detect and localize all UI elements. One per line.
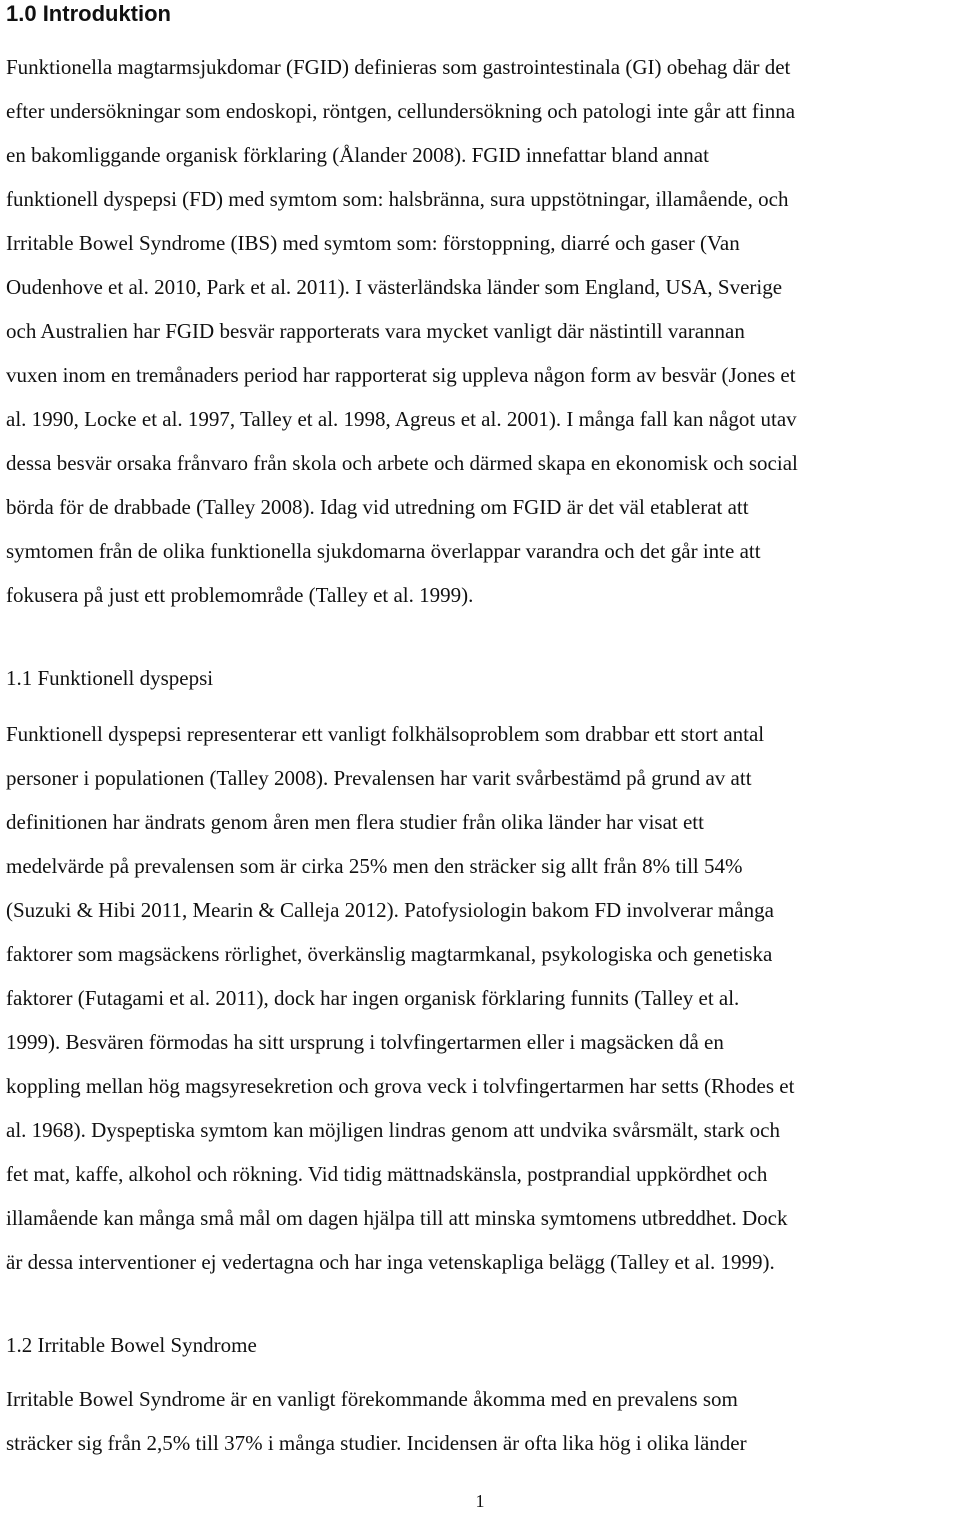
text-line: personer i populationen (Talley 2008). Prevalensen har varit svårbestämd på grund av att xyxy=(6,766,752,790)
text-line: (Suzuki & Hibi 2011, Mearin & Calleja 2012). Patofysiologin bakom FD involverar många xyxy=(6,898,774,922)
text-line: medelvärde på prevalensen som är cirka 25% men den sträcker sig allt från 8% till 54% xyxy=(6,854,743,878)
text-line: funktionell dyspepsi (FD) med symtom som: halsbränna, sura uppstötningar, illamående, och xyxy=(6,187,789,211)
text-line: Funktionella magtarmsjukdomar (FGID) definieras som gastrointestinala (GI) obehag där det xyxy=(6,55,791,79)
text-line: är dessa interventioner ej vedertagna och har inga vetenskapliga belägg (Talley et al. 1999). xyxy=(6,1250,775,1274)
text-line: vuxen inom en tremånaders period har rapporterat sig uppleva någon form av besvär (Jones et xyxy=(6,363,796,387)
text-line: och Australien har FGID besvär rapporterats vara mycket vanligt där nästintill varannan xyxy=(6,319,745,343)
text-line: illamående kan många små mål om dagen hjälpa till att minska symtomens utbreddhet. Dock xyxy=(6,1206,788,1230)
text-line: Oudenhove et al. 2010, Park et al. 2011). I västerländska länder som England, USA, Sverige xyxy=(6,275,783,299)
text-line: en bakomliggande organisk förklaring (Ålander 2008). FGID innefattar bland annat xyxy=(6,143,709,167)
page-number: 1 xyxy=(475,1491,485,1511)
paragraph-funktionell-dyspepsi xyxy=(6,712,954,1284)
text-line: 1999). Besvären förmodas ha sitt ursprung i tolvfingertarmen eller i magsäcken då en xyxy=(6,1030,724,1054)
text-line: koppling mellan hög magsyresekretion och grova veck i tolvfingertarmen har setts (Rhodes et xyxy=(6,1074,795,1098)
text-line: sträcker sig från 2,5% till 37% i många studier. Incidensen är ofta lika hög i olika länder xyxy=(6,1431,747,1455)
paragraph-introduktion xyxy=(6,45,954,617)
paragraph-irritable-bowel-syndrome xyxy=(6,1377,954,1465)
text-line: faktorer som magsäckens rörlighet, överkänslig magtarmkanal, psykologiska och genetiska xyxy=(6,942,773,966)
section-heading-introduktion: 1.0 Introduktion xyxy=(6,1,171,26)
text-line: fokusera på just ett problemområde (Talley et al. 1999). xyxy=(6,583,474,607)
text-line: efter undersökningar som endoskopi, röntgen, cellundersökning och patologi inte går att finna xyxy=(6,99,796,123)
text-line: dessa besvär orsaka frånvaro från skola och arbete och därmed skapa en ekonomisk och social xyxy=(6,451,798,475)
text-line: definitionen har ändrats genom åren men flera studier från olika länder har visat ett xyxy=(6,810,704,834)
text-line: börda för de drabbade (Talley 2008). Idag vid utredning om FGID är det väl etablerat att xyxy=(6,495,749,519)
text-line: faktorer (Futagami et al. 2011), dock har ingen organisk förklaring funnits (Talley et al. xyxy=(6,986,740,1010)
text-line: Irritable Bowel Syndrome (IBS) med symtom som: förstoppning, diarré och gaser (Van xyxy=(6,231,740,255)
text-line: fet mat, kaffe, alkohol och rökning. Vid tidig mättnadskänsla, postprandial uppkördhet och xyxy=(6,1162,768,1186)
section-heading-funktionell-dyspepsi: 1.1 Funktionell dyspepsi xyxy=(6,666,214,690)
text-line: al. 1990, Locke et al. 1997, Talley et al. 1998, Agreus et al. 2001). I många fall kan något utav xyxy=(6,407,797,431)
text-line: al. 1968). Dyspeptiska symtom kan möjligen lindras genom att undvika svårsmält, stark och xyxy=(6,1118,780,1142)
text-line: symtomen från de olika funktionella sjukdomarna överlappar varandra och det går inte att xyxy=(6,539,761,563)
text-line: Irritable Bowel Syndrome är en vanligt förekommande åkomma med en prevalens som xyxy=(6,1387,738,1411)
text-line: Funktionell dyspepsi representerar ett vanligt folkhälsoproblem som drabbar ett stort antal xyxy=(6,722,765,746)
section-heading-irritable-bowel-syndrome: 1.2 Irritable Bowel Syndrome xyxy=(6,1333,257,1357)
